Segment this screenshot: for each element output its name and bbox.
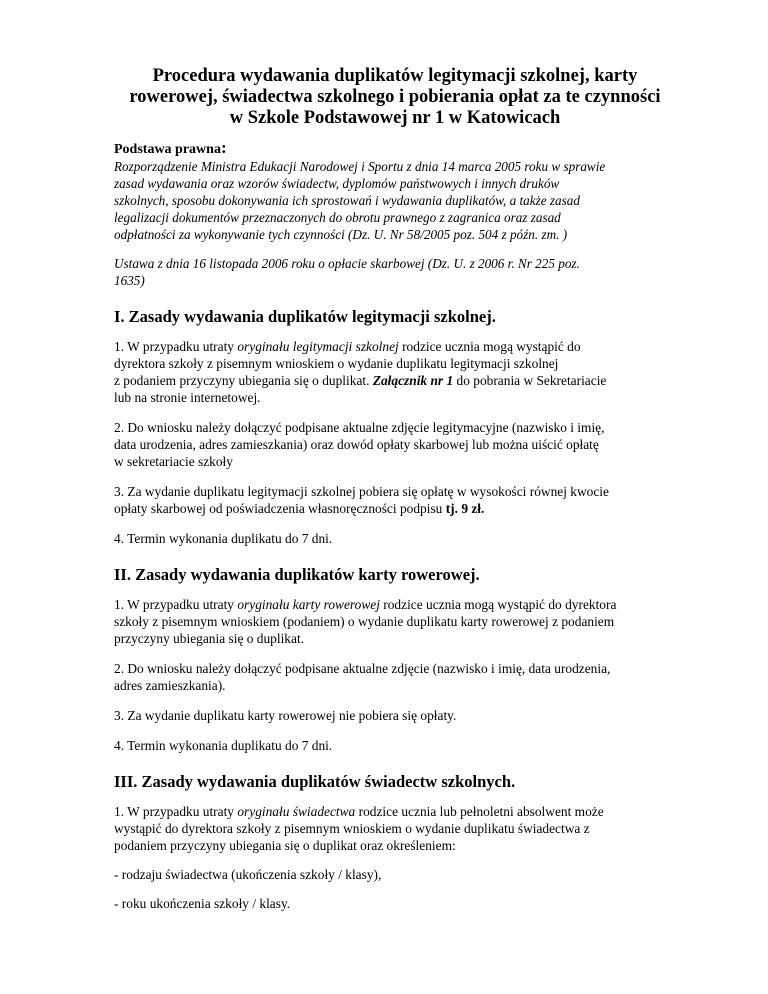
title-line-2: rowerowej, świadectwa szkolnego i pobierania opłat za te czynności	[129, 87, 661, 107]
title-line-3: w Szkole Podstawowej nr 1 w Katowicach	[229, 108, 561, 128]
attachment-reference: Załącznik nr 1	[372, 373, 454, 388]
legal-basis-heading: Podstawa prawna:	[114, 138, 227, 157]
section-2-paragraph-1: 1. W przypadku utraty oryginału karty rowerowej rodzice ucznia mogą wystąpić do dyrektora szkoły z pisemnym wnioskiem (podaniem) o wydanie duplikatu karty rowerowej z podaniem przyczyny ubiegania się o duplikat.	[114, 597, 617, 646]
title-line-1: Procedura wydawania duplikatów legitymacji szkolnej, karty	[152, 66, 638, 86]
regulation-line: zasad wydawania oraz wzorów świadectw, dyplomów państwowych i innych druków	[114, 176, 560, 191]
regulation-reference	[114, 158, 676, 243]
section-1-paragraph-4: 4. Termin wykonania duplikatu do 7 dni.	[114, 531, 333, 546]
fee-amount: tj. 9 zł.	[445, 501, 485, 516]
list-item: - rodzaju świadectwa (ukończenia szkoły / klasy),	[114, 867, 382, 882]
act-reference	[114, 255, 676, 289]
section-3-paragraph-1: 1. W przypadku utraty oryginału świadectwa rodzice ucznia lub pełnoletni absolwent może wystąpić do dyrektora szkoły z pisemnym wnioskiem o wydanie duplikatu świadectwa z podaniem przyczyny ubiegania się o duplikat oraz określeniem:	[114, 804, 604, 853]
act-line: 1635)	[114, 273, 145, 288]
regulation-line: odpłatności za wykonywanie tych czynności (Dz. U. Nr 58/2005 poz. 504 z późn. zm. )	[114, 227, 568, 242]
section-2-paragraph-2: 2. Do wniosku należy dołączyć podpisane aktualne zdjęcie (nazwisko i imię, data urodzenia, adres zamieszkania).	[114, 661, 611, 693]
section-1-paragraph-3: 3. Za wydanie duplikatu legitymacji szkolnej pobiera się opłatę w wysokości równej kwocie opłaty skarbowej od poświadczenia własnoręczności podpisu tj. 9 zł.	[114, 484, 609, 516]
section-3-heading: III. Zasady wydawania duplikatów świadectw szkolnych.	[114, 772, 516, 791]
section-2-heading: II. Zasady wydawania duplikatów karty rowerowej.	[114, 565, 480, 584]
section-2-paragraph-3: 3. Za wydanie duplikatu karty rowerowej nie pobiera się opłaty.	[114, 708, 457, 723]
section-1-heading: I. Zasady wydawania duplikatów legitymacji szkolnej.	[114, 307, 496, 326]
section-1-paragraph-2: 2. Do wniosku należy dołączyć podpisane aktualne zdjęcie legitymacyjne (nazwisko i imię, data urodzenia, adres zamieszkania) oraz dowód opłaty skarbowej lub można uiścić opłatę w sekretariacie szkoły	[114, 420, 605, 469]
regulation-line: Rozporządzenie Ministra Edukacji Narodowej i Sportu z dnia 14 marca 2005 roku w sprawie	[114, 159, 606, 174]
list-item: - roku ukończenia szkoły / klasy.	[114, 896, 291, 911]
document-page	[114, 66, 676, 912]
act-line: Ustawa z dnia 16 listopada 2006 roku o opłacie skarbowej (Dz. U. z 2006 r. Nr 225 poz.	[114, 256, 580, 271]
regulation-line: szkolnych, sposobu dokonywania ich sprostowań i wydawania duplikatów, a także zasad	[114, 193, 580, 208]
section-2-paragraph-4: 4. Termin wykonania duplikatu do 7 dni.	[114, 738, 333, 753]
section-1-paragraph-1: 1. W przypadku utraty oryginału legitymacji szkolnej rodzice ucznia mogą wystąpić do dyrektora szkoły z pisemnym wnioskiem o wydanie duplikatu legitymacji szkolnej z podaniem przyczyny ubiegania się o duplikat. Załącznik nr 1 do pobrania w Sekretariacie lub na stronie internetowej.	[114, 339, 607, 405]
page-title	[114, 66, 676, 129]
regulation-line: legalizacji dokumentów przeznaczonych do obrotu prawnego z zagranica oraz zasad	[114, 210, 561, 225]
